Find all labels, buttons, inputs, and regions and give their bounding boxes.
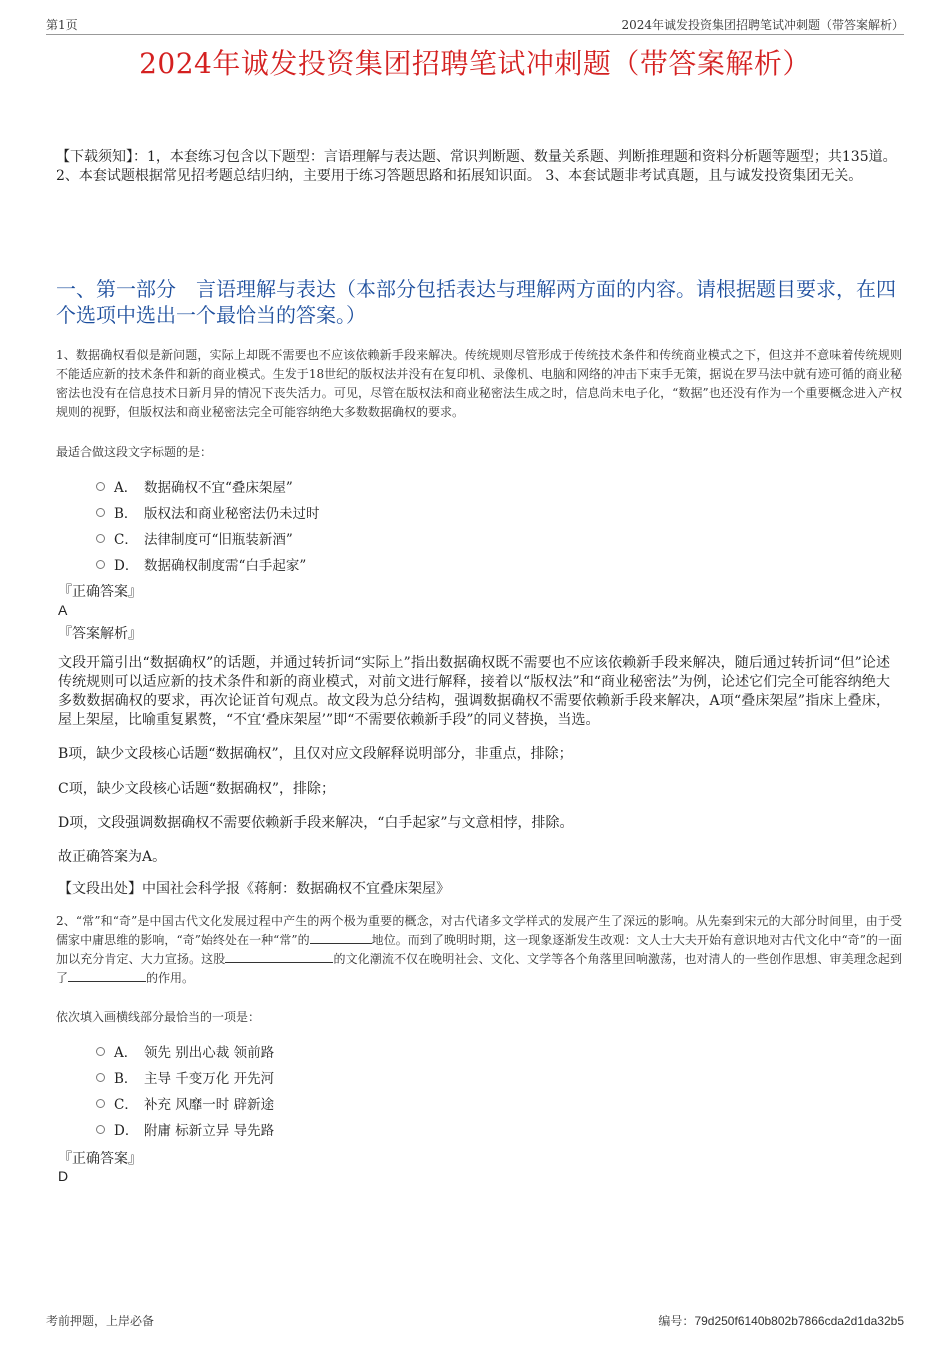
analysis-option-d: D项，文段强调数据确权不需要依赖新手段来解决，“白手起家”与文意相悖，排除。 [58,815,574,831]
analysis-conclusion: 故正确答案为A。 [58,849,167,865]
analysis-label: 『答案解析』 [58,626,142,642]
radio-icon[interactable] [96,1047,105,1056]
radio-icon[interactable] [96,508,105,517]
option-d[interactable]: D． 数据确权制度需“白手起家” [96,551,320,577]
radio-icon[interactable] [96,1099,105,1108]
download-notice: 【下载须知】：1，本套练习包含以下题型：言语理解与表达题、常识判断题、数量关系题、判断推理题和资料分析题等题型；共135道。 2、本套试题根据常见招考题总结归纳，主要用于练习答题思路和拓展知识面。 3、本套试题非考试真题，且与诚发投资集团无关。 [56,149,897,184]
option-a[interactable]: A． 数据确权不宜“叠床架屋” [96,473,320,499]
analysis-option-c: C项，缺少文段核心话题“数据确权”，排除； [58,781,336,797]
option-a[interactable]: A． 领先 别出心裁 领前路 [96,1038,274,1064]
answer-value: D [58,1168,69,1184]
question-1-options [96,473,320,577]
answer-value: A [58,602,68,618]
radio-icon[interactable] [96,1073,105,1082]
footer-slogan: 考前押题，上岸必备 [46,1314,155,1328]
radio-icon[interactable] [96,560,105,569]
question-1-prompt: 最适合做这段文字标题的是： [56,445,213,459]
option-b[interactable]: B． 版权法和商业秘密法仍未过时 [96,499,320,525]
option-c[interactable]: C． 法律制度可“旧瓶装新酒” [96,525,320,551]
page-header [46,14,904,35]
page-footer [46,1312,904,1330]
question-1-text: 1、数据确权看似是新问题，实际上却既不需要也不应该依赖新手段来解决。传统规则尽管形成于传统技术条件和传统商业模式之下，但这并不意味着传统规则不能适应新的技术条件和新的商业模式。生发于18世纪的版权法并没有在复印机、录像机、电脑和网络的冲击下束手无策，据说在罗马法中就有迹可循的商业秘密法也没有在信息技术日新月异的情况下丧失活力。可见，尽管在版权法和商业秘密法生成之时，信息尚未电子化，“数据”也还没有作为一个重要概念进入产权规则的视野，但版权法和商业秘密法完全可能容纳绝大多数数据确权的要求。 [56,348,902,419]
answer-label: 『正确答案』 [58,1151,142,1167]
analysis-option-b: B项，缺少文段核心话题“数据确权”，且仅对应文段解释说明部分，非重点，排除； [58,746,573,762]
section-title: 一、第一部分 言语理解与表达（本部分包括表达与理解两方面的内容。请根据题目要求，在四个选项中选出一个最恰当的答案。） [56,277,896,327]
question-2-prompt: 依次填入画横线部分最恰当的一项是： [56,1010,261,1024]
blank-1 [310,931,372,944]
answer-label: 『正确答案』 [58,584,142,600]
footer-code: 编号：79d250f6140b802b7866cda2d1da32b5 [658,1314,904,1328]
radio-icon[interactable] [96,482,105,491]
answer-analysis: 文段开篇引出“数据确权”的话题，并通过转折词“实际上”指出数据确权既不需要也不应该依赖新手段来解决，随后通过转折词“但”论述传统规则可以适应新的技术条件和新的商业模式，对前文进行解释，接着以“版权法”和“商业秘密法”为例，论述它们完全可能容纳绝大多数数据确权的要求，再次论证首句观点。故文段为总分结构，强调数据确权不需要依赖新手段来解决，A项“叠床架屋”指床上叠床，屋上架屋，比喻重复累赘，“不宜‘叠床架屋’”即“不需要依赖新手段”的同义替换，当选。 [58,655,890,728]
option-b[interactable]: B． 主导 千变万化 开先河 [96,1064,274,1090]
document-title: 2024年诚发投资集团招聘笔试冲刺题（带答案解析） [139,47,811,80]
page-number: 第1页 [46,18,78,32]
radio-icon[interactable] [96,1125,105,1134]
question-2-options [96,1038,274,1142]
question-2-text: 2、“常”和“奇”是中国古代文化发展过程中产生的两个极为重要的概念，对古代诸多文学样式的发展产生了深远的影响。从先秦到宋元的大部分时间里，由于受儒家中庸思维的影响，“奇”始终处在一种“常”的 地位。而到了晚明时期，这一现象逐渐发生改观：文人士大夫开始有意识地对古代文化中“奇”的一面加以充分肯定、大力宣扬。这股 的文化潮流不仅在晚明社会、文化、文学等各个角落里回响激荡，也对清人的一些创作思想、审美理念起到了 的作用。 [56,914,902,985]
text-source: 【文段出处】中国社会科学报《蒋舸：数据确权不宜叠床架屋》 [58,881,450,897]
option-c[interactable]: C． 补充 风靡一时 辟新途 [96,1090,274,1116]
header-doc-title: 2024年诚发投资集团招聘笔试冲刺题（带答案解析） [621,18,904,32]
blank-3 [68,969,146,982]
blank-2 [225,950,333,963]
radio-icon[interactable] [96,534,105,543]
option-d[interactable]: D． 附庸 标新立异 导先路 [96,1116,274,1142]
